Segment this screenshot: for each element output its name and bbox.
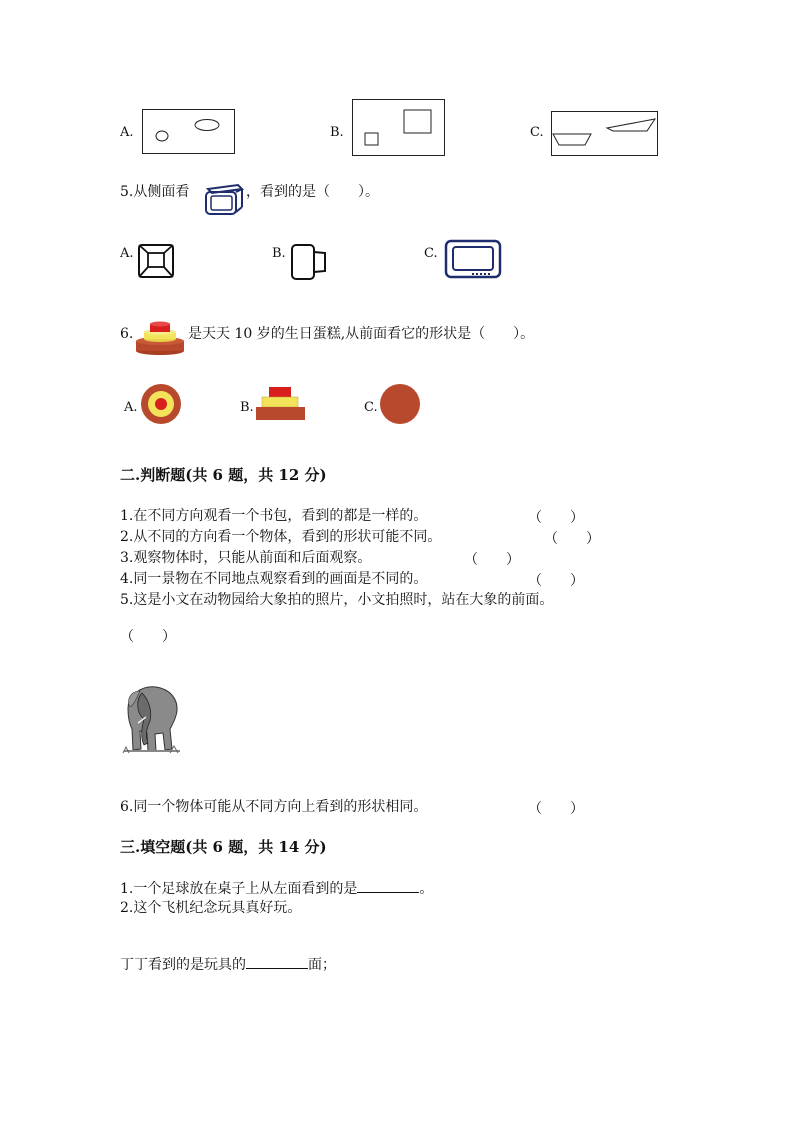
fill-item-1: [120, 878, 433, 898]
fill-item-2: 2.这个飞机纪念玩具真好玩。: [120, 900, 302, 916]
tv-3d-side-figure: [202, 183, 244, 217]
judge-item-5: 5.这是小文在动物园给大象拍的照片，小文拍照时，站在大象的前面。: [120, 592, 554, 608]
answer-paren-1[interactable]: （ ）: [528, 510, 584, 526]
q4-option-a-label: A.: [120, 125, 134, 140]
fill-item-1-text: 1.一个足球放在桌子上从左面看到的是: [120, 881, 358, 897]
answer-paren-5[interactable]: （ ）: [120, 629, 176, 645]
answer-paren-2[interactable]: （ ）: [544, 531, 600, 547]
q5-option-a-label: A.: [120, 246, 134, 261]
judge-item-2: 2.从不同的方向看一个物体，看到的形状可能不同。: [120, 529, 442, 545]
q5-option-b-label: B.: [272, 246, 286, 261]
answer-paren-6[interactable]: （ ）: [528, 801, 584, 817]
q6-option-b-figure: [256, 386, 306, 422]
q5-option-a-figure: [137, 243, 177, 279]
answer-blank-1[interactable]: [357, 878, 419, 893]
q5-option-c-figure: [444, 239, 504, 281]
q6-option-c-label: C.: [364, 400, 378, 415]
judge-item-3: 3.观察物体时，只能从前面和后面观察。: [120, 550, 372, 566]
q6-option-c-figure: [380, 384, 422, 426]
q5-text-after: ，看到的是（ ）。: [246, 184, 379, 200]
q4-option-b-figure: [352, 99, 446, 157]
elephant-photo: [120, 679, 182, 755]
q5-text-before: 5.从侧面看: [120, 184, 190, 200]
q6-option-b-label: B.: [240, 400, 254, 415]
judge-item-6: 6.同一个物体可能从不同方向上看到的形状相同。: [120, 799, 428, 815]
q5-option-c-label: C.: [424, 246, 438, 261]
q4-option-c-label: C.: [530, 125, 544, 140]
answer-paren-4[interactable]: （ ）: [528, 573, 584, 589]
fill-item-1-end: 。: [419, 881, 434, 897]
q5-option-b-figure: [290, 243, 330, 281]
q6-option-a-figure: [140, 384, 182, 426]
q4-option-c-figure: [551, 111, 659, 157]
judge-item-1: 1.在不同方向观看一个书包，看到的都是一样的。: [120, 508, 428, 524]
q6-text: 是天天 10 岁的生日蛋糕,从前面看它的形状是（ ）。: [188, 326, 535, 342]
fill-item-3-text: 丁丁看到的是玩具的: [120, 957, 246, 973]
q6-option-a-label: A.: [124, 400, 138, 415]
answer-blank-2[interactable]: [246, 954, 308, 969]
birthday-cake-figure: [135, 321, 187, 361]
q6-number: 6.: [120, 326, 134, 342]
answer-paren-3[interactable]: （ ）: [464, 552, 520, 568]
fill-item-3-end: 面；: [308, 957, 336, 973]
q4-option-a-figure: [142, 109, 236, 155]
section3-heading: 三.填空题(共 6 题，共 14 分): [120, 838, 327, 856]
section2-heading: 二.判断题(共 6 题，共 12 分): [120, 466, 327, 484]
judge-item-4: 4.同一景物在不同地点观察看到的画面是不同的。: [120, 571, 428, 587]
fill-item-3: [120, 954, 336, 974]
q4-option-b-label: B.: [330, 125, 344, 140]
